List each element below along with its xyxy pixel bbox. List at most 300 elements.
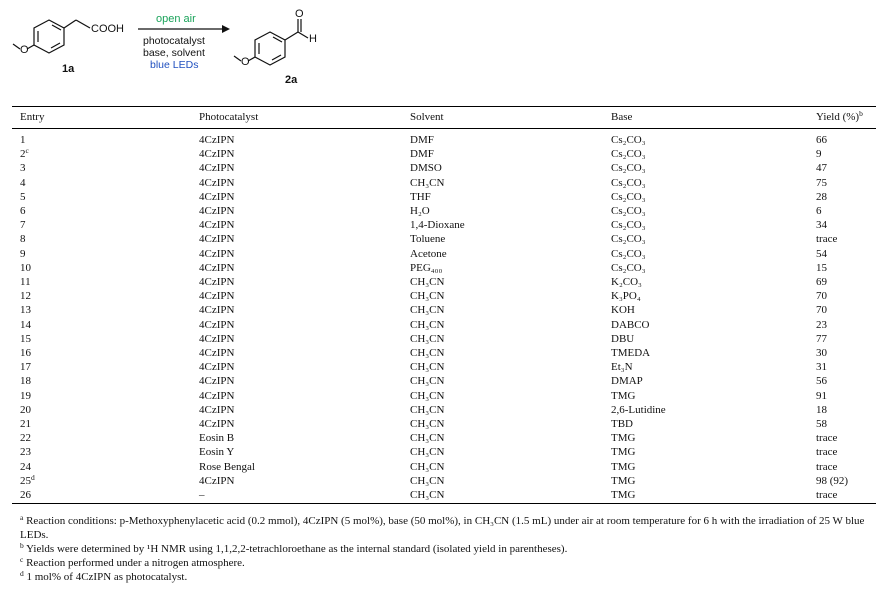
cell-yield-text: 23 [816,318,827,331]
cell-solvent [410,176,444,190]
cell-base-text: Cs₂CO₃ [611,162,646,175]
cell-solvent-text: CH₃CN [410,361,445,374]
cell-solvent-text: DMF [410,134,434,146]
table-row [0,417,884,431]
table-row [0,289,884,303]
cell-base-text: Cs₂CO₃ [611,148,646,161]
cell-solvent [410,360,444,374]
cell-solvent-text: CH₃CN [410,375,445,388]
cell-base-text: TMG [611,446,636,459]
cell-entry-text: 13 [20,304,31,317]
cell-base [611,318,650,332]
cell-entry-text: 9 [20,247,26,260]
cell-solvent-text: CH₃CN [410,304,445,317]
cell-photocatalyst [199,431,234,445]
cell-photocatalyst [199,403,234,417]
cell-photocatalyst [199,346,234,360]
cell-photocatalyst-text: 4CzIPN [199,347,235,359]
cell-photocatalyst-text: 4CzIPN [199,474,235,487]
footnote-text: Reaction conditions: p-Methoxyphenylacetic acid (0.2 mmol), 4CzIPN (5 mol%), base (50 mol%), in CH₃CN (1.5 mL) under air at room temperature for 6 h with the irradiation of 25 W blue LEDs. [20,515,865,541]
cell-entry-text: 15 [20,332,31,345]
cell-entry-text: 18 [20,375,31,388]
cell-solvent [410,460,444,474]
cell-base-text: TMG [611,474,636,487]
cell-entry-text: 16 [20,347,31,359]
cell-photocatalyst [199,275,234,289]
cell-photocatalyst [199,360,234,374]
cell-yield-text: 15 [816,261,827,274]
table-row [0,232,884,246]
cell-solvent [410,204,430,218]
cell-yield [816,474,848,488]
header-base: Base [611,111,633,123]
product-o: O [241,56,250,68]
table-row [0,474,884,488]
cell-solvent-text: 1,4-Dioxane [410,219,465,232]
cell-base-text: 2,6-Lutidine [611,403,666,416]
table-row [0,261,884,275]
cell-yield [816,275,827,289]
table-row [0,204,884,218]
footnote-text: Yields were determined by ¹H NMR using 1,1,2,2-tetrachloroethane as the internal standard (isolated yield in parentheses). [26,543,568,555]
reactant-cooh: COOH [91,23,124,35]
cell-base [611,374,643,388]
cell-yield-text: 6 [816,205,822,217]
cell-base-text: KOH [611,304,635,317]
cell-photocatalyst [199,318,234,332]
table-row [0,161,884,175]
cell-photocatalyst-text: Eosin Y [199,446,235,459]
cell-yield-text: 66 [816,134,827,146]
cell-solvent [410,318,444,332]
arrow-head [222,25,230,33]
reactant-o: O [20,44,29,56]
cell-photocatalyst-text: 4CzIPN [199,389,235,402]
cell-entry-text: 12 [20,290,31,303]
footnote-mark: c [20,555,24,564]
cell-yield [816,232,837,246]
cell-yield-text: 75 [816,176,827,189]
cell-base-text: Cs₂CO₃ [611,219,646,232]
cell-base [611,247,646,261]
condition-photocatalyst: photocatalyst [143,35,205,47]
cell-yield-text: trace [816,432,838,445]
cell-yield [816,374,827,388]
cell-photocatalyst [199,247,234,261]
cell-solvent-text: CH₃CN [410,276,445,288]
cell-solvent [410,147,434,161]
table-row [0,360,884,374]
cell-entry [20,332,31,346]
cell-entry-text: 5 [20,190,26,203]
cell-base [611,403,666,417]
cell-entry-text: 25 [20,474,31,487]
cell-solvent [410,431,444,445]
cell-yield [816,303,827,317]
cell-yield [816,488,837,502]
header-entry: Entry [20,111,45,123]
cell-yield-text: 28 [816,190,827,203]
cell-base-text: TMG [611,460,636,473]
cell-entry-text: 20 [20,403,31,416]
cell-entry [20,417,31,431]
cell-base [611,360,633,374]
product-label: 2a [285,74,298,86]
cell-solvent [410,218,465,232]
cell-solvent [410,232,445,246]
cell-yield-text: 70 [816,304,827,317]
cell-entry-text: 26 [20,489,31,501]
cell-entry-text: 2 [20,148,26,161]
cell-yield-text: 47 [816,162,827,175]
cell-base [611,133,646,147]
cell-entry-text: 10 [20,261,31,274]
cell-solvent-text: Toluene [410,233,446,246]
cell-solvent [410,445,444,459]
cell-entry [20,232,26,246]
cell-photocatalyst-text: 4CzIPN [199,290,235,303]
cell-solvent-text: CH₃CN [410,418,445,430]
cell-base-text: TMG [611,432,636,445]
cell-yield-text: 69 [816,276,827,288]
cell-yield-text: 56 [816,375,827,388]
condition-base-solvent: base, solvent [143,47,205,59]
cell-photocatalyst-text: Eosin B [199,432,235,445]
cell-photocatalyst [199,133,234,147]
cell-base-text: TMG [611,389,636,402]
table-row [0,346,884,360]
header-yield-text: Yield (%) [816,111,860,123]
product-h: H [309,33,317,45]
cell-entry [20,176,26,190]
cell-yield [816,133,827,147]
table-row [0,190,884,204]
cell-entry [20,303,31,317]
cell-solvent [410,190,431,204]
footnote [20,556,880,570]
cell-base [611,147,646,161]
cell-solvent [410,332,444,346]
cell-photocatalyst [199,232,234,246]
cell-entry-text: 7 [20,219,26,232]
cell-base-text: DABCO [611,318,650,331]
cell-entry [20,389,31,403]
footnote-text: 1 mol% of 4CzIPN as photocatalyst. [26,571,188,583]
cell-photocatalyst [199,147,234,161]
cell-solvent [410,261,442,275]
cell-base [611,218,646,232]
cell-solvent [410,474,444,488]
cell-photocatalyst [199,218,234,232]
cell-base [611,445,635,459]
cell-photocatalyst-text: 4CzIPN [199,247,235,260]
cell-base [611,176,646,190]
cell-solvent [410,289,444,303]
footnote-mark: d [20,569,24,578]
cell-solvent-text: Acetone [410,247,447,260]
cell-photocatalyst [199,303,234,317]
cell-solvent-text: CH₃CN [410,347,445,359]
table-row [0,389,884,403]
cell-yield [816,318,827,332]
cell-yield [816,445,837,459]
cell-base-text: TMEDA [611,347,651,359]
cell-base-text: Cs₂CO₃ [611,261,646,274]
cell-yield-text: trace [816,489,838,501]
cell-base [611,303,635,317]
cell-entry [20,403,31,417]
cell-solvent [410,247,447,261]
table-row [0,431,884,445]
cell-base-text: Cs₂CO₃ [611,134,646,146]
cell-yield [816,360,827,374]
cell-entry [20,133,26,147]
cell-photocatalyst [199,374,234,388]
cell-photocatalyst [199,204,234,218]
cell-photocatalyst-text: 4CzIPN [199,276,235,288]
cell-photocatalyst [199,488,205,502]
cell-base [611,389,635,403]
cell-yield-text: 98 (92) [816,474,849,487]
cell-yield-text: 30 [816,347,827,359]
cell-entry [20,346,31,360]
cell-yield-text: 77 [816,332,827,345]
cell-solvent [410,374,444,388]
cell-solvent-text: CH₃CN [410,474,445,487]
entry-footnote-mark: d [31,472,35,482]
cell-entry [20,431,31,445]
table-row [0,147,884,161]
cell-entry [20,247,26,261]
cell-yield-text: trace [816,460,838,473]
cell-base [611,431,635,445]
cell-base [611,460,635,474]
cell-yield [816,332,827,346]
cell-photocatalyst [199,474,234,488]
cell-photocatalyst-text: 4CzIPN [199,361,235,374]
header-photocatalyst: Photocatalyst [199,111,259,123]
cell-solvent-text: DMSO [410,162,442,175]
cell-entry [20,204,26,218]
cell-base [611,261,646,275]
cell-base-text: Cs₂CO₃ [611,205,646,217]
cell-entry [20,190,26,204]
cell-solvent [410,346,444,360]
cell-photocatalyst-text: 4CzIPN [199,375,235,388]
cell-entry [20,488,31,502]
table-row [0,247,884,261]
cell-solvent-text: CH₃CN [410,318,445,331]
cell-yield-text: 91 [816,389,827,402]
cell-solvent-text: CH₃CN [410,432,445,445]
cell-photocatalyst-text: 4CzIPN [199,261,235,274]
cell-solvent-text: CH₃CN [410,403,445,416]
cell-base [611,190,646,204]
cell-entry [20,318,31,332]
cell-entry [20,360,31,374]
cell-entry-text: 22 [20,432,31,445]
cell-solvent [410,133,434,147]
cell-solvent-text: CH₃CN [410,446,445,459]
cell-photocatalyst-text: 4CzIPN [199,418,235,430]
cell-base [611,161,646,175]
header-yield [816,111,863,124]
entry-footnote-mark: c [25,146,29,156]
table-header-rule [12,128,876,129]
cell-photocatalyst-text: – [199,489,205,501]
cell-yield [816,261,827,275]
cell-entry [20,161,26,175]
table-row [0,488,884,502]
cell-yield [816,389,827,403]
cell-base-text: Cs₂CO₃ [611,233,646,246]
cell-base-text: DMAP [611,375,643,388]
cell-solvent [410,161,442,175]
cell-yield [816,289,827,303]
cell-base [611,275,642,289]
cell-entry-text: 4 [20,176,26,189]
cell-photocatalyst-text: Rose Bengal [199,460,255,473]
table-row [0,460,884,474]
cell-solvent [410,389,444,403]
footnote-mark: a [20,513,24,522]
cell-entry-text: 3 [20,162,26,175]
cell-base [611,474,635,488]
cell-yield-text: 34 [816,219,827,232]
cell-entry-text: 24 [20,460,31,473]
cell-entry-text: 8 [20,233,26,246]
cell-yield [816,176,827,190]
cell-base-text: Cs₂CO₃ [611,247,646,260]
cell-yield-text: 58 [816,418,827,430]
cell-entry [20,374,31,388]
header-solvent: Solvent [410,111,444,123]
cell-base-text: TMG [611,489,636,501]
cell-base-text: K₃PO₄ [611,290,641,303]
footnote [20,514,880,542]
cell-photocatalyst-text: 4CzIPN [199,219,235,232]
cell-yield [816,346,827,360]
condition-open-air: open air [156,13,196,25]
cell-yield-text: 70 [816,290,827,303]
cell-photocatalyst [199,289,234,303]
header-yield-mark: b [859,109,863,118]
cell-yield [816,204,822,218]
cell-yield [816,403,827,417]
cell-entry-text: 17 [20,361,31,374]
cell-yield [816,431,837,445]
table-row [0,445,884,459]
cell-solvent [410,303,444,317]
cell-photocatalyst-text: 4CzIPN [199,304,235,317]
table-row [0,374,884,388]
cell-photocatalyst-text: 4CzIPN [199,134,235,146]
cell-entry [20,261,31,275]
cell-solvent-text: CH₃CN [410,460,445,473]
cell-base [611,332,634,346]
table-row [0,133,884,147]
cell-base-text: Cs₂CO₃ [611,190,646,203]
product-carbonyl-o: O [295,8,304,20]
cell-solvent-text: THF [410,190,431,203]
table-row [0,218,884,232]
cell-entry [20,445,31,459]
cell-yield [816,190,827,204]
table-row [0,176,884,190]
cell-solvent-text: CH₃CN [410,389,445,402]
condition-blue-leds: blue LEDs [150,59,199,71]
cell-base [611,232,646,246]
cell-photocatalyst-text: 4CzIPN [199,318,235,331]
cell-photocatalyst [199,460,255,474]
cell-solvent-text: CH₃CN [410,176,445,189]
reactant-label: 1a [62,63,75,75]
cell-base [611,346,650,360]
cell-base [611,488,635,502]
footnote [20,570,880,584]
cell-photocatalyst-text: 4CzIPN [199,205,235,217]
cell-solvent [410,488,444,502]
table-row [0,318,884,332]
cell-photocatalyst-text: 4CzIPN [199,332,235,345]
cell-yield [816,460,837,474]
cell-base-text: DBU [611,332,635,345]
cell-photocatalyst-text: 4CzIPN [199,233,235,246]
cell-yield-text: 31 [816,361,827,374]
reaction-scheme [0,0,884,100]
cell-solvent [410,417,444,431]
cell-photocatalyst [199,332,234,346]
cell-solvent-text: H₂O [410,205,430,217]
cell-yield [816,161,827,175]
cell-entry-text: 21 [20,418,31,430]
cell-entry [20,275,31,289]
cell-yield [816,247,827,261]
cell-photocatalyst [199,389,234,403]
cell-base-text: Cs₂CO₃ [611,176,646,189]
cell-solvent-text: PEG₄₀₀ [410,261,443,274]
cell-entry [20,289,31,303]
cell-photocatalyst-text: 4CzIPN [199,162,235,175]
cell-yield [816,417,827,431]
cell-entry [20,474,35,488]
footnote [20,542,880,556]
cell-entry-text: 6 [20,205,26,217]
cell-entry-text: 19 [20,389,31,402]
table-bottom-rule [12,503,876,504]
cell-solvent-text: CH₃CN [410,332,445,345]
table-top-rule [12,106,876,107]
cell-base [611,204,646,218]
footnote-mark: b [20,541,24,550]
cell-photocatalyst-text: 4CzIPN [199,148,235,161]
cell-photocatalyst [199,261,234,275]
cell-photocatalyst-text: 4CzIPN [199,176,235,189]
cell-solvent-text: CH₃CN [410,489,445,501]
cell-photocatalyst [199,190,234,204]
cell-entry [20,218,26,232]
cell-photocatalyst [199,161,234,175]
cell-base [611,417,633,431]
table-row [0,332,884,346]
cell-yield-text: 9 [816,148,822,161]
cell-base-text: K₂CO₃ [611,276,642,288]
table-row [0,403,884,417]
table-row [0,303,884,317]
cell-yield-text: trace [816,233,838,246]
cell-base-text: Et₃N [611,361,633,374]
cell-entry-text: 14 [20,318,31,331]
